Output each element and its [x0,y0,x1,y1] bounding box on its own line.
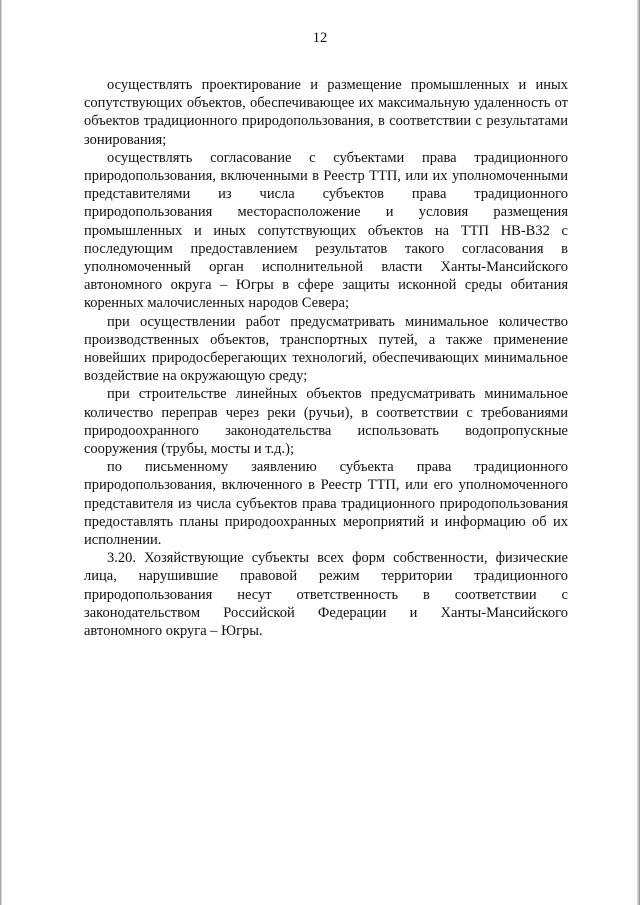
paragraph-minimal-facilities: при осуществлении работ предусматривать минимальное количество производственных объектов, транспортных путей, а также применение новейших природосберегающих технологий, обеспечивающих минимальное воздействие на окружающую среду; [84,313,568,385]
paragraph-design-placement: осуществлять проектирование и размещение промышленных и иных сопутствующих объектов, обеспечивающее их максимальную удаленность от объектов традиционного природопользования, в соответствии с результатами зонирования; [84,77,568,148]
body-text [84,76,568,640]
paragraph-coordination: осуществлять согласование с субъектами права традиционного природопользования, включенными в Реестр ТТП, или их уполномоченными представителями из числа субъектов права традиционного природопользования месторасположение и условия размещения промышленных и иных сопутствующих объектов на ТТП НВ-В32 с последующим предоставлением результатов такого согласования в уполномоченный орган исполнительной власти Ханты-Мансийского автономного округа – Югры в сфере защиты исконной среды обитания коренных малочисленных народов Севера; [84,149,568,312]
page-number: 12 [312,30,328,46]
paragraph-linear-objects: при строительстве линейных объектов предусматривать минимальное количество переправ через реки (ручьи), в соответствии с требованиями природоохранного законодательства использовать водопропускные сооружения (трубы, мосты и т.д.); [84,386,568,458]
paragraph-3-20-liability: 3.20. Хозяйствующие субъекты всех форм собственности, физические лица, нарушившие правовой режим территории традиционного природопользования несут ответственность в соответствии с законодательством Российской Федерации и Ханты-Мансийского автономного округа – Югры. [84,550,568,640]
paragraph-written-request: по письменному заявлению субъекта права традиционного природопользования, включенного в Реестр ТТП, или его уполномоченного представителя из числа субъектов права традиционного природопользования предоставлять планы природоохранных мероприятий и информацию об их исполнении. [84,459,568,549]
scan-edge-left [0,0,2,905]
